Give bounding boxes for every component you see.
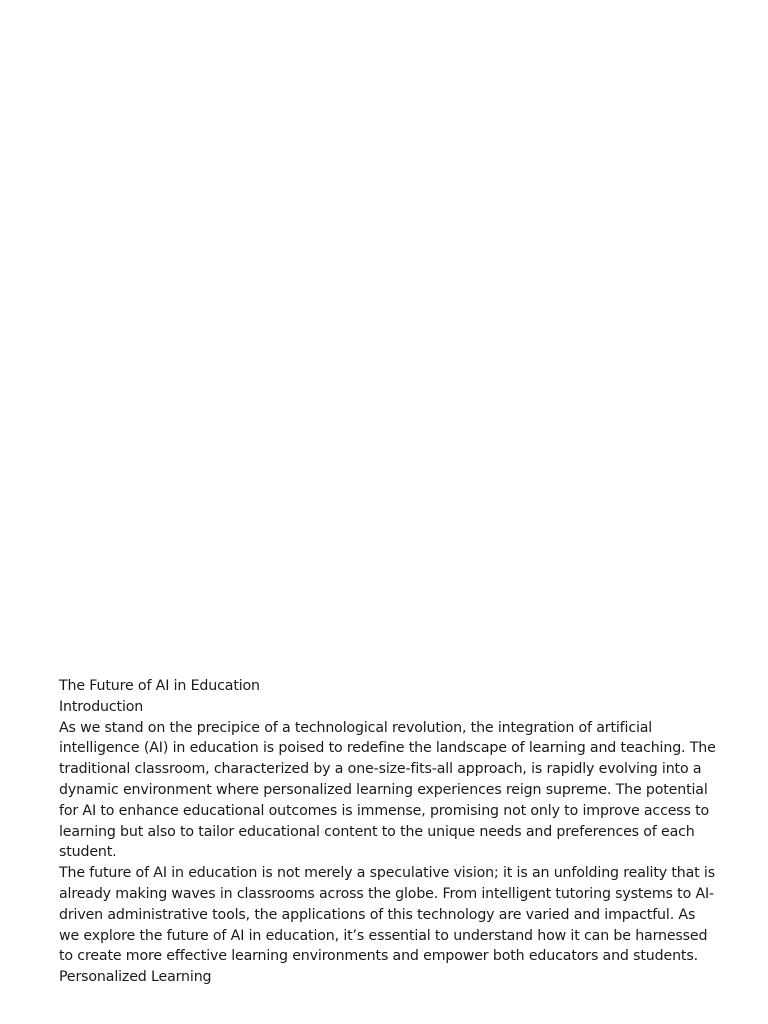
paragraph-1: As we stand on the precipice of a technological revolution, the integration of artificial intelligence (AI) in education is poised to redefine the landscape of learning and teaching. The traditional classroom, characterized by a one-size-fits-all approach, is rapidly evolving into a dynamic environment where personalized learning experiences reign supreme. The potential for AI to enhance educational outcomes is immense, promising not only to improve access to learning but also to tailor educational content to the unique needs and preferences of each student. [59, 719, 716, 861]
paragraph-2: The future of AI in education is not merely a speculative vision; it is an unfolding reality that is already making waves in classrooms across the globe. From intelligent tutoring systems to AI-driven administrative tools, the applications of this technology are varied and impactful. As we explore the future of AI in education, it’s essential to understand how it can be harnessed to create more effective learning environments and empower both educators and students. [59, 865, 715, 965]
document-body [59, 676, 719, 984]
section-heading-introduction: Introduction [59, 698, 144, 715]
section-heading-personalized-learning: Personalized Learning [59, 969, 212, 984]
document-title: The Future of AI in Education [59, 678, 260, 694]
